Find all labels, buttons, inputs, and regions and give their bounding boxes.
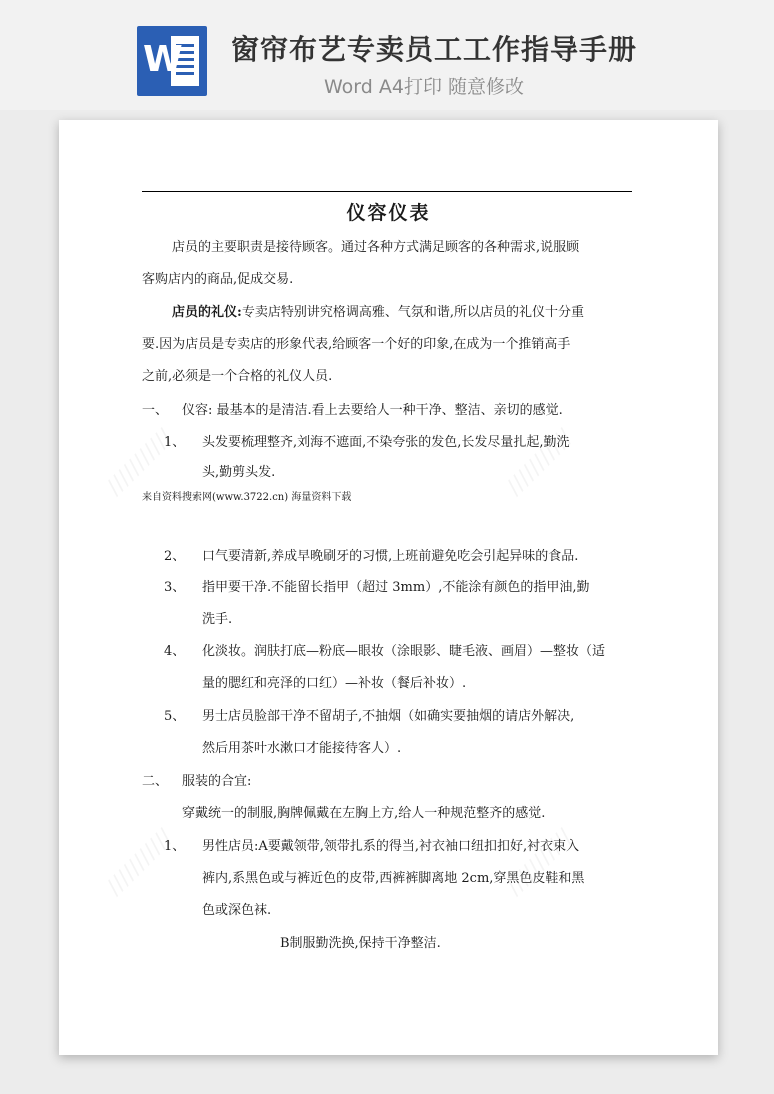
etiquette-text: 专卖店特别讲究格调高雅、气氛和谐,所以店员的礼仪十分重 (241, 305, 584, 320)
document-page (59, 120, 718, 1055)
item-line: 指甲要干净.不能留长指甲（超过 3mm）,不能涂有颜色的指甲油,勤 (202, 580, 590, 595)
source-note: 来自资料搜索网(www.3722.cn) 海量资料下载 (142, 492, 352, 503)
banner-subtitle: Word A4打印 随意修改 (324, 76, 525, 98)
word-letter: W (143, 39, 183, 80)
etiquette-label: 店员的礼仪: (172, 305, 242, 320)
item-line: 口气要清新,养成早晚刷牙的习惯,上班前避免吃会引起异味的食品. (202, 549, 579, 564)
banner-title: 窗帘布艺专卖员工工作指导手册 (231, 33, 638, 66)
section-title: 服装的合宜: (182, 774, 252, 789)
section-title: 仪容: 最基本的是清洁.看上去要给人一种干净、整洁、亲切的感觉. (182, 403, 563, 418)
item-line: 洗手. (202, 612, 233, 627)
word-app-icon (137, 26, 207, 96)
item-line: B制服勤洗换,保持干净整洁. (280, 936, 441, 951)
section-number: 一、 (142, 403, 169, 418)
item-line: 裤内,系黑色或与裤近色的皮带,西裤裤脚离地 2cm,穿黑色皮鞋和黑 (202, 871, 585, 886)
header-rule (142, 191, 632, 192)
item-line: 然后用茶叶水漱口才能接待客人）. (202, 741, 402, 756)
section-number: 二、 (142, 774, 169, 789)
section-heading: 仪容仪表 (346, 202, 431, 224)
item-number: 4、 (164, 644, 186, 659)
item-line: 男性店员:A要戴领带,领带扎系的得当,衬衣袖口纽扣扣好,衬衣束入 (202, 839, 580, 854)
item-line: 量的腮红和亮泽的口红）—补妆（餐后补妆）. (202, 676, 467, 691)
paragraph-line (172, 301, 584, 320)
item-line: 男士店员脸部干净不留胡子,不抽烟（如确实要抽烟的请店外解决, (202, 709, 575, 724)
paragraph-line: 客购店内的商品,促成交易. (142, 272, 294, 287)
item-line: 色或深色袜. (202, 903, 272, 918)
paragraph-line: 要.因为店员是专卖店的形象代表,给顾客一个好的印象,在成为一个推销高手 (142, 337, 571, 352)
item-number: 1、 (164, 435, 186, 450)
item-line: 头发要梳理整齐,刘海不遮面,不染夸张的发色,长发尽量扎起,勤洗 (202, 435, 570, 450)
item-line: 头,勤剪头发. (202, 465, 276, 480)
item-line: 化淡妆。润肤打底—粉底—眼妆（涂眼影、睫毛液、画眉）—整妆（适 (202, 644, 606, 659)
item-number: 1、 (164, 839, 186, 854)
header-banner (0, 0, 774, 110)
item-number: 5、 (164, 709, 186, 724)
item-number: 2、 (164, 549, 186, 564)
item-number: 3、 (164, 580, 186, 595)
paragraph-line: 穿戴统一的制服,胸牌佩戴在左胸上方,给人一种规范整齐的感觉. (182, 806, 546, 821)
paragraph-line: 之前,必须是一个合格的礼仪人员. (142, 369, 333, 384)
paragraph-line: 店员的主要职责是接待顾客。通过各种方式满足顾客的各种需求,说服顾 (172, 240, 580, 255)
